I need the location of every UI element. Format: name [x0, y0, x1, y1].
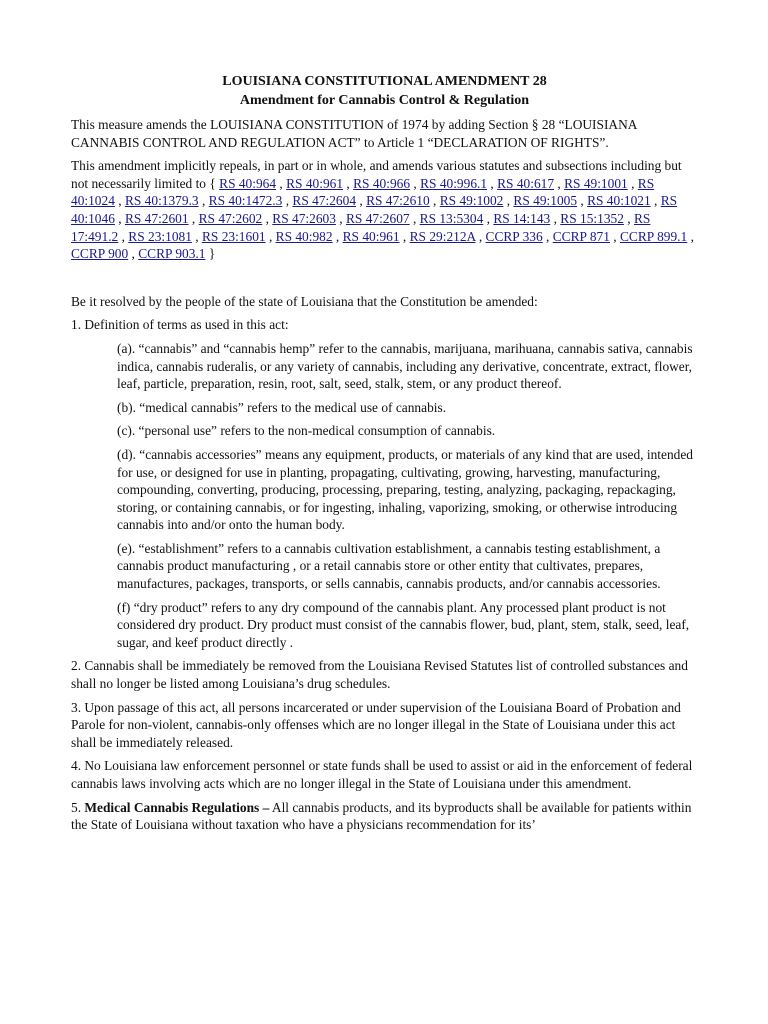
definition-b: (b). “medical cannabis” refers to the medical use of cannabis. [117, 399, 447, 415]
section-4-paragraph: 4. No Louisiana law enforcement personnel or state funds shall be used to assist or aid in the enforcement of federal cannabis laws involving acts which are no longer illegal in the State of Louisiana under this amendment. [71, 758, 693, 791]
statute-link[interactable]: RS 49:1002 [439, 193, 504, 209]
section-5-number: 5. [71, 799, 82, 815]
intro-paragraph: This measure amends the LOUISIANA CONSTITUTION of 1974 by adding Section § 28 “LOUISIANA CANNABIS CONTROL AND REGULATION ACT” to Article 1 “DECLARATION OF RIGHTS”. [71, 117, 637, 150]
statute-link[interactable]: RS 47:2607 [345, 210, 410, 226]
section-2-paragraph: 2. Cannabis shall be immediately be removed from the Louisiana Revised Statutes list of controlled substances and shall no longer be listed among Louisiana’s drug schedules. [71, 658, 688, 692]
section-5-paragraph [71, 799, 698, 834]
statute-link[interactable]: RS 47:2603 [272, 210, 336, 226]
statute-link[interactable]: CCRP 903.1 [138, 246, 206, 262]
statute-link-list: RS 40:964 , RS 40:961 , RS 40:966 , RS 40:996.1 , RS 40:617 , RS 49:1001 , RS 40:1024 , RS 40:1379.3 , RS 40:1472.3 , RS 47:2604 , RS 47:2610 , RS 49:1002 , RS 49:1005 , RS 40:1021 , RS 40:1046 , RS 47:2601 , RS 47:2602 , RS 47:2603 , RS 47:2607 , RS 13:5304 , RS 14:143 , RS 15:1352 , RS 17:491.2 , RS 23:1081 , RS 23:1601 , RS 40:982 , RS 40:961 , RS 29:212A , CCRP 336 , CCRP 871 , CCRP 899.1 , CCRP 900 , CCRP 903.1 [71, 175, 694, 262]
statute-link[interactable]: RS 15:1352 [560, 210, 624, 226]
statute-link[interactable]: CCRP 336 [485, 228, 543, 244]
statute-link[interactable]: RS 47:2602 [198, 210, 263, 226]
section-1-heading: 1. Definition of terms as used in this act: [71, 317, 289, 333]
section-5-heading: Medical Cannabis Regulations – [84, 799, 270, 815]
statute-link[interactable]: RS 49:1001 [564, 175, 628, 191]
definition-f: (f) “dry product” refers to any dry compound of the cannabis plant. Any processed plant product is not considered dry product. Dry product must consist of the cannabis flower, bud, plant, stem, stalk, seed, leaf, sugar, and keef product directly . [117, 599, 690, 650]
statute-link[interactable]: RS 40:964 [219, 175, 277, 191]
statute-link[interactable]: RS 40:1472.3 [208, 193, 283, 209]
statute-link[interactable]: RS 40:982 [275, 228, 333, 244]
statute-link[interactable]: RS 47:2604 [292, 193, 357, 209]
definition-c: (c). “personal use” refers to the non-medical consumption of cannabis. [117, 423, 496, 439]
resolved-paragraph: Be it resolved by the people of the state of Louisiana that the Constitution be amended: [71, 293, 538, 309]
statute-link[interactable]: RS 40:961 [342, 228, 400, 244]
document-title: LOUISIANA CONSTITUTIONAL AMENDMENT 28 [222, 74, 547, 89]
repeal-close: } [208, 246, 216, 262]
statute-link[interactable]: RS 14:143 [493, 210, 551, 226]
statute-link[interactable]: RS 40:996.1 [420, 175, 488, 191]
document-subtitle: Amendment for Cannabis Control & Regulation [239, 93, 530, 108]
definition-a: (a). “cannabis” and “cannabis hemp” refer to the cannabis, marijuana, marihuana, cannabis sativa, cannabis indica, cannabis ruderalis, or any variety of cannabis, including any derivative, concentrate, extract, flower, leaf, particle, preparation, resin, root, salt, seed, stalk, stem, or any product thereof. [117, 340, 693, 392]
statute-link[interactable]: RS 40:1024 [71, 175, 655, 209]
statute-link[interactable]: RS 13:5304 [419, 210, 484, 226]
statute-link[interactable]: RS 40:1379.3 [124, 193, 199, 209]
repeal-text: This amendment implicitly repeals, in part or in whole, and amends various statutes and subsections including but not necessarily limited to { [71, 158, 682, 191]
repeal-paragraph [71, 157, 698, 263]
section-3-paragraph: 3. Upon passage of this act, all persons incarcerated or under supervision of the Louisiana Board of Probation and Parole for non-violent, cannabis-only offenses which are no longer illegal in the State of Louisiana under this act shall be immediately released. [71, 699, 681, 750]
statute-link[interactable]: RS 23:1601 [201, 228, 266, 244]
definition-e: (e). “establishment” refers to a cannabis cultivation establishment, a cannabis testing establishment, a cannabis product manufacturing , or a retail cannabis store or other entity that cultivates, prepares, manufactures, packages, transports, or sells cannabis, cannabis products, and/or cannabis accessories. [117, 540, 661, 592]
statute-link[interactable]: RS 40:617 [497, 175, 555, 191]
statute-link[interactable]: RS 40:966 [353, 175, 411, 191]
statute-link[interactable]: RS 40:1046 [71, 193, 678, 226]
statute-link[interactable]: CCRP 899.1 [619, 228, 688, 244]
spacer [71, 269, 698, 293]
statute-link[interactable]: CCRP 871 [552, 228, 610, 244]
statute-link[interactable]: RS 47:2610 [366, 193, 430, 209]
statute-link[interactable]: RS 17:491.2 [71, 210, 651, 244]
statute-link[interactable]: RS 23:1081 [128, 228, 192, 244]
statute-link[interactable]: RS 49:1005 [513, 193, 578, 209]
statute-link[interactable]: RS 40:1021 [587, 193, 651, 209]
statute-link[interactable]: RS 47:2601 [124, 210, 189, 226]
statute-link[interactable]: CCRP 900 [71, 246, 129, 262]
section-5-text: All cannabis products, and its byproducts shall be available for patients within the State of Louisiana without taxation who have a physicians recommendation for its’ [71, 799, 692, 833]
definition-d: (d). “cannabis accessories” means any equipment, products, or materials of any kind that are used, intended for use, or designed for use in planting, propagating, cultivating, growing, harvesting, manufacturing, compounding, converting, producing, processing, preparing, testing, analyzing, packaging, repackaging, storing, or containing cannabis, or for ingesting, inhaling, vaporizing, smoking, or otherwise introducing cannabis into and/or onto the human body. [117, 446, 693, 533]
statute-link[interactable]: RS 29:212A [409, 228, 476, 244]
statute-link[interactable]: RS 40:961 [286, 175, 344, 191]
